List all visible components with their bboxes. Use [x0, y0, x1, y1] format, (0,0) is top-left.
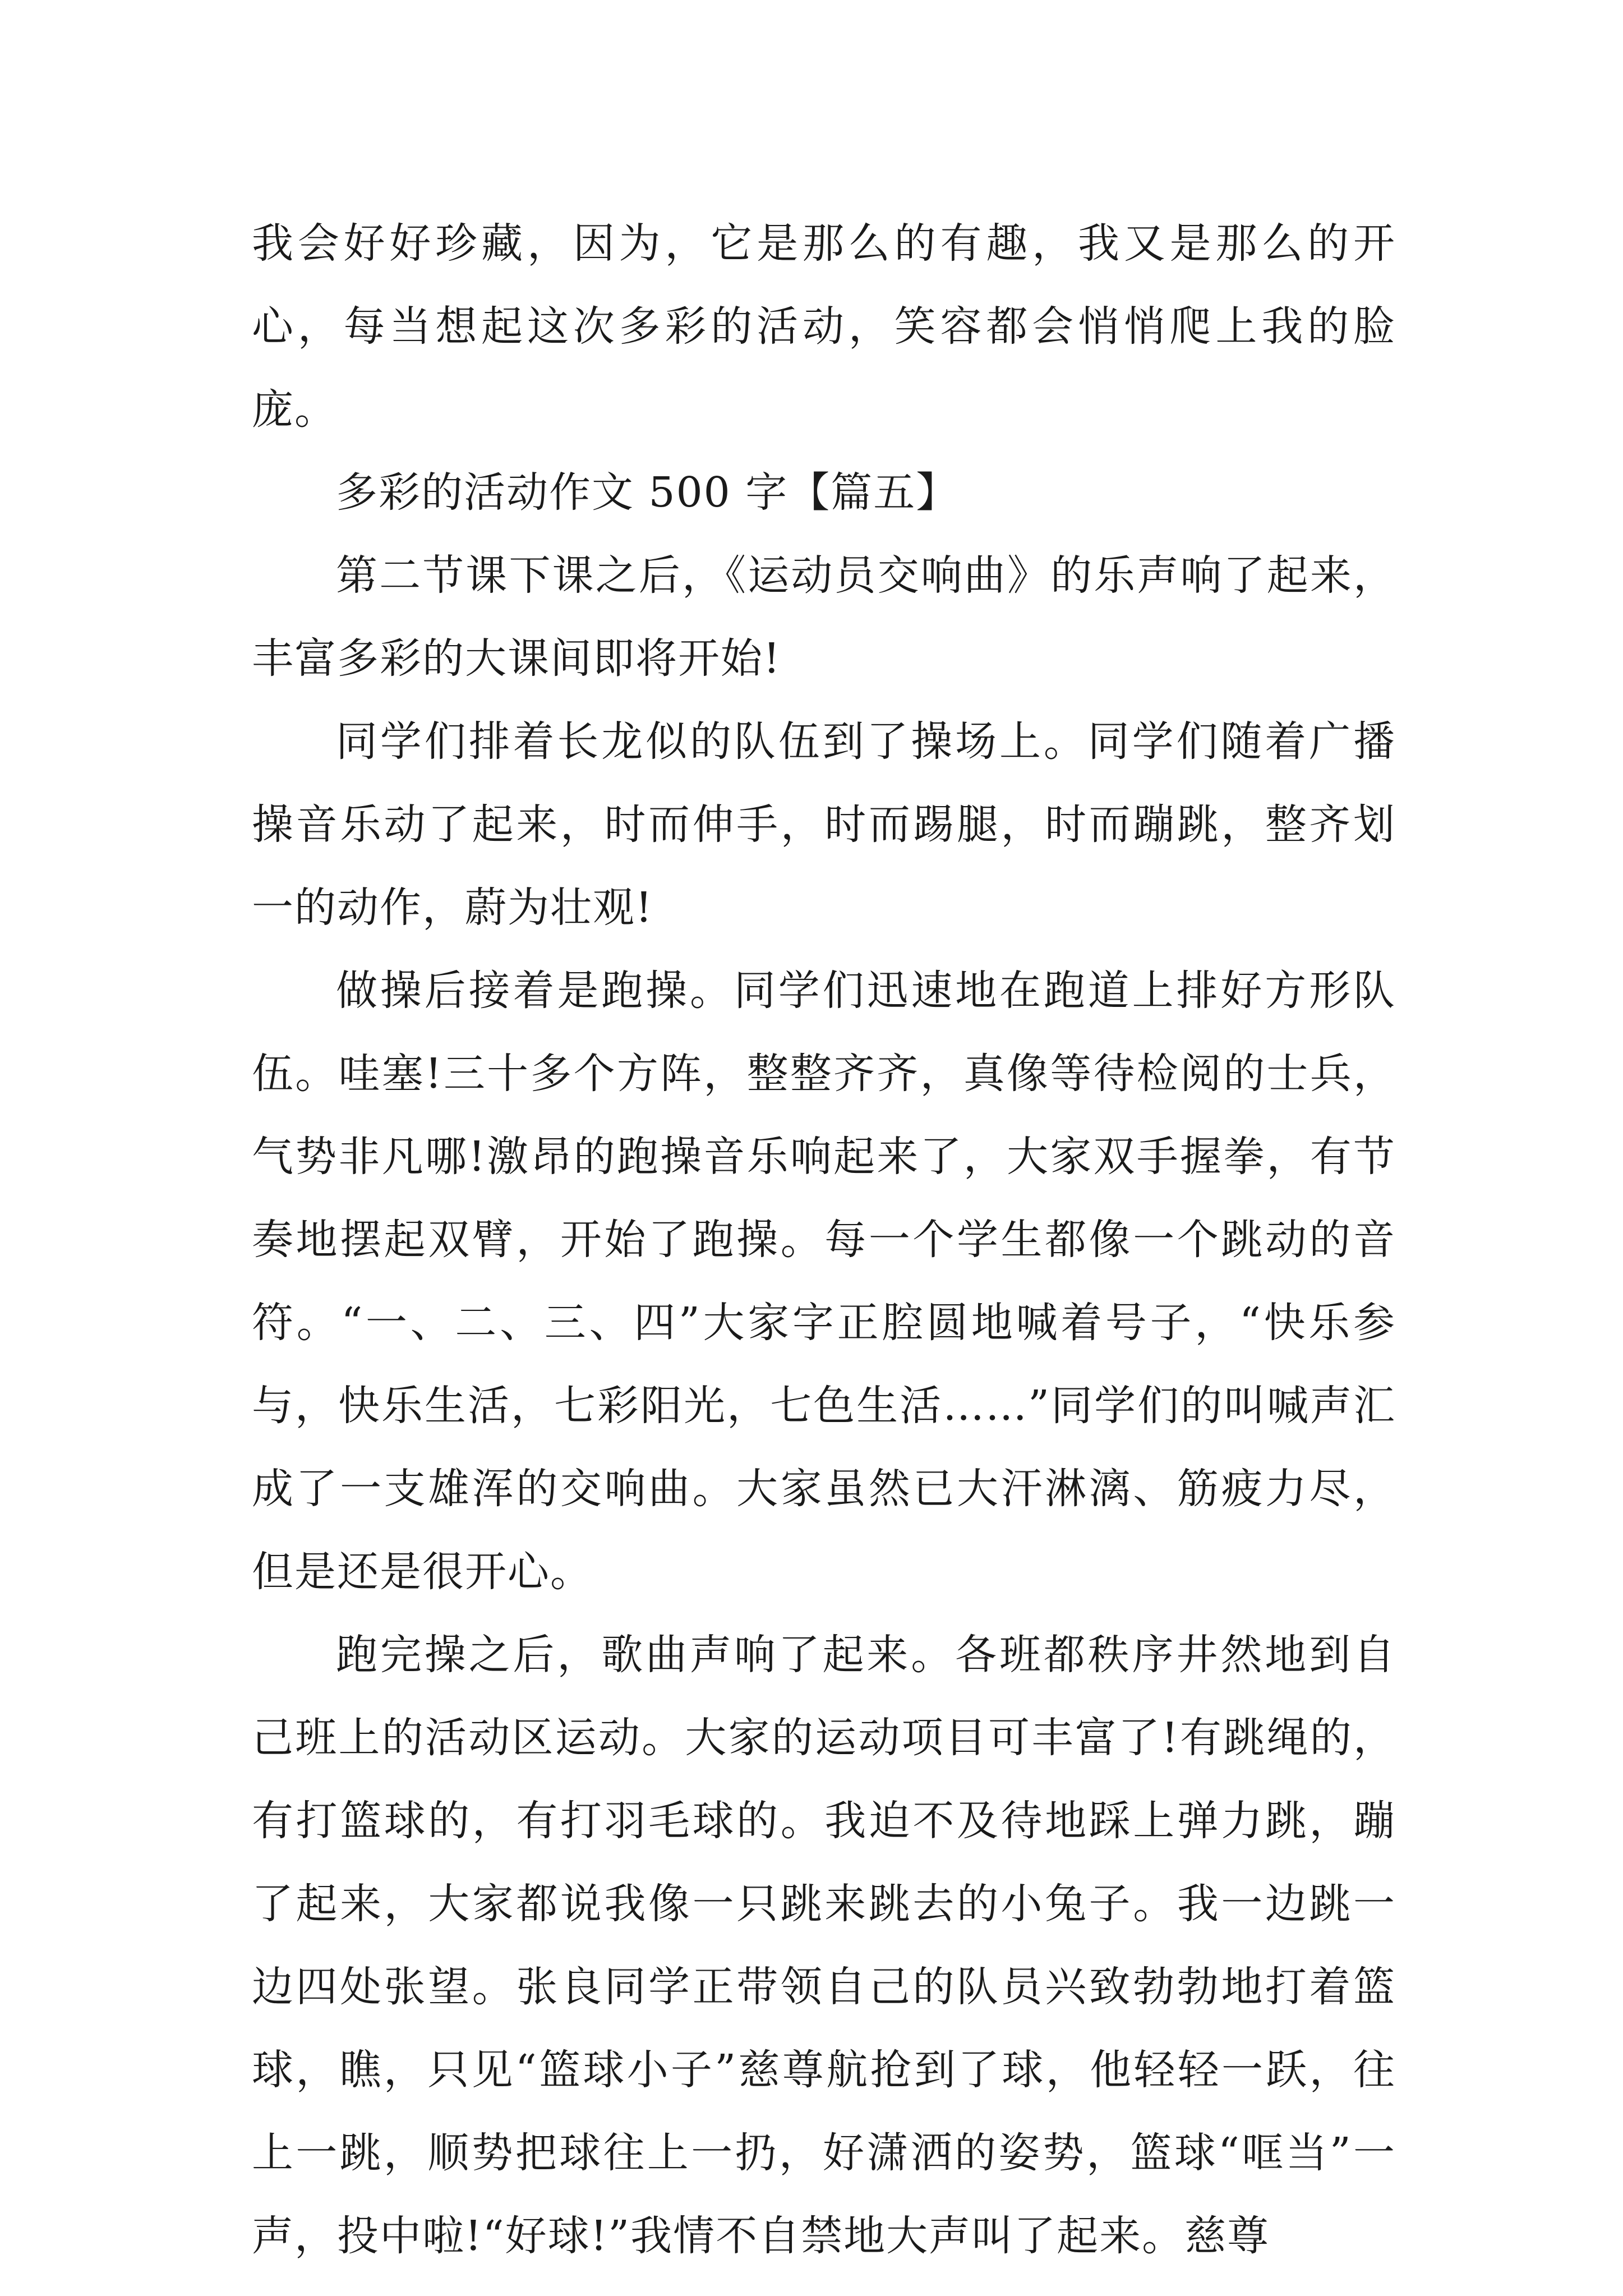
paragraph: 同学们排着长龙似的队伍到了操场上。同学们随着广播操音乐动了起来，时而伸手，时而踢腿，时而蹦跳，整齐划一的动作，蔚为壮观! — [252, 717, 1396, 932]
paragraph: 跑完操之后，歌曲声响了起来。各班都秩序井然地到自己班上的活动区运动。大家的运动项目可丰富了!有跳绳的，有打篮球的，有打羽毛球的。我迫不及待地踩上弹力跳，蹦了起来，大家都说我像一只跳来跳去的小兔子。我一边跳一边四处张望。张良同学正带领自己的队员兴致勃勃地打着篮球，瞧，只见“篮球小子”慈尊航抢到了球，他轻轻一跃，往上一跳，顺势把球往上一扔，好潇洒的姿势，篮球“哐当”一声，投中啦!“好球!”我情不自禁地大声叫了起来。慈尊 — [252, 1631, 1396, 2260]
paragraph: 第二节课下课之后，《运动员交响曲》的乐声响了起来，丰富多彩的大课间即将开始! — [252, 551, 1396, 683]
document-body — [252, 202, 1396, 2277]
section-heading: 多彩的活动作文 500 字【篇五】 — [336, 468, 959, 517]
paragraph: 做操后接着是跑操。同学们迅速地在跑道上排好方形队伍。哇塞!三十多个方阵，整整齐齐，真像等待检阅的士兵，气势非凡哪!激昂的跑操音乐响起来了，大家双手握拳，有节奏地摆起双臂，开始了跑操。每一个学生都像一个跳动的音符。“一、二、三、四”大家字正腔圆地喊着号子，“快乐参与，快乐生活，七彩阳光，七色生活……”同学们的叫喊声汇成了一支雄浑的交响曲。大家虽然已大汗淋漓、筋疲力尽，但是还是很开心。 — [252, 967, 1396, 1596]
paragraph: 我会好好珍藏，因为，它是那么的有趣，我又是那么的开心，每当想起这次多彩的活动，笑容都会悄悄爬上我的脸庞。 — [252, 219, 1396, 434]
